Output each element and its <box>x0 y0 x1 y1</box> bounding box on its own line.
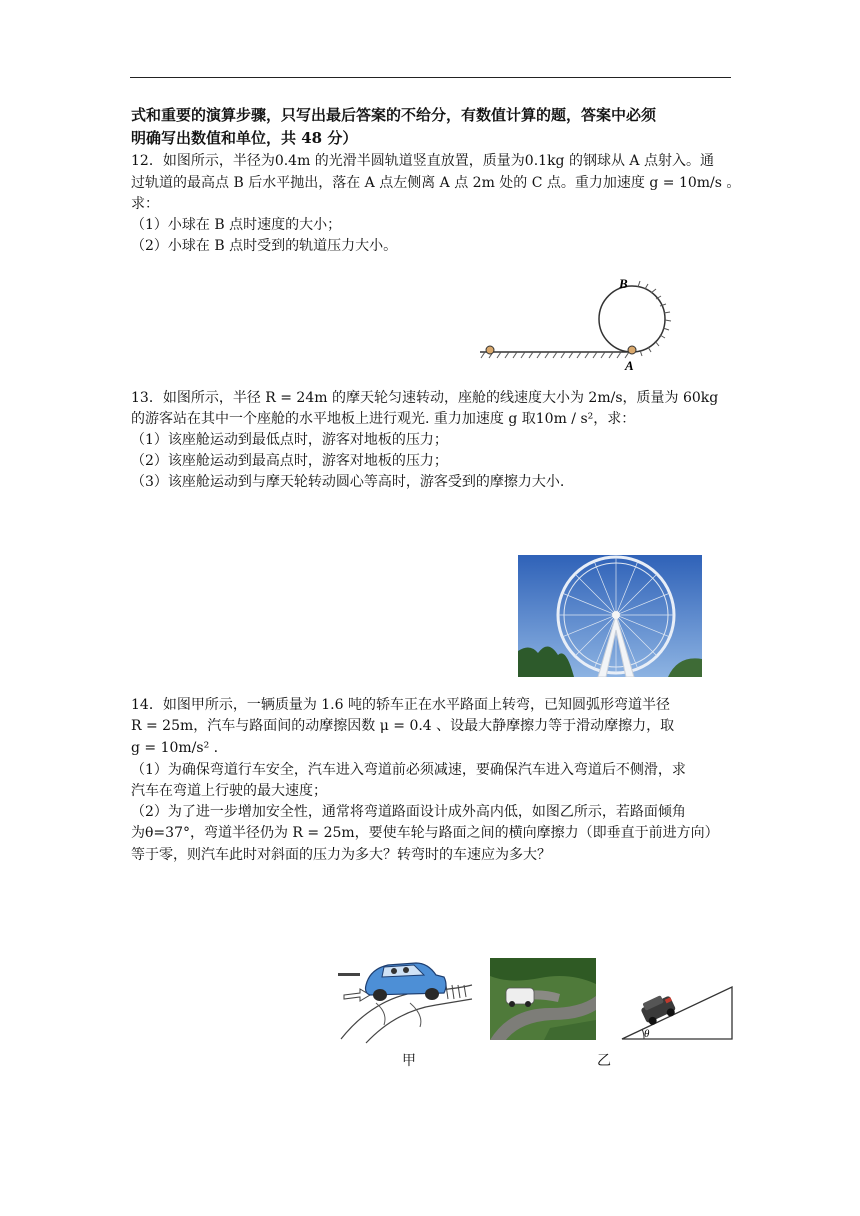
q14-sub-2b: 为θ=37°，弯道半径仍为 R = 25m，要使车轮与路面之间的横向摩擦力（即垂直于前进方向） <box>131 825 719 841</box>
q12-line-3: 求： <box>131 196 159 212</box>
q13-sub-1: （1）该座舱运动到最低点时，游客对地板的压力； <box>131 432 448 448</box>
q12-line-1: 12．如图所示，半径为0.4m 的光滑半圆轨道竖直放置，质量为0.1kg 的钢球从 A 点射入。通 <box>131 153 714 169</box>
header-rule <box>130 77 731 78</box>
skidding-car-illustration <box>336 955 476 1045</box>
q14-sub-1b: 汽车在弯道上行驶的最大速度； <box>131 783 327 799</box>
q13-sub-2: （2）该座舱运动到最高点时，游客对地板的压力； <box>131 453 448 469</box>
q14-sub-1a: （1）为确保弯道行车安全，汽车进入弯道前必须减速，要确保汽车进入弯道后不侧滑，求 <box>131 762 686 778</box>
q14-sub-2c: 等于零，则汽车此时对斜面的压力为多大？转弯时的车速应为多大？ <box>131 847 551 863</box>
semicircle-track-figure <box>475 268 695 378</box>
q13-line-1: 13．如图所示，半径 R = 24m 的摩天轮匀速转动，座舱的线速度大小为 2m/s，质量为 60kg <box>131 390 719 406</box>
label-A: A <box>625 358 634 373</box>
caption-jia: 甲 <box>402 1053 416 1069</box>
theta-label: θ <box>644 1028 650 1040</box>
instruction-line-1: 式和重要的演算步骤，只写出最后答案的不给分，有数值计算的题，答案中必须 <box>131 106 657 124</box>
q14-line-1: 14．如图甲所示，一辆质量为 1.6 吨的轿车正在水平路面上转弯，已知圆弧形弯道半径 <box>131 697 670 713</box>
inclined-plane-diagram <box>618 983 736 1041</box>
q13-line-2: 的游客站在其中一个座舱的水平地板上进行观光. 重力加速度 g 取10m / s²，求： <box>131 411 636 427</box>
q13-sub-3: （3）该座舱运动到与摩天轮转动圆心等高时，游客受到的摩擦力大小. <box>131 474 565 490</box>
q12-sub-1: （1）小球在 B 点时速度的大小； <box>131 217 342 233</box>
q12-sub-2: （2）小球在 B 点时受到的轨道压力大小。 <box>131 238 398 254</box>
q12-line-2: 过轨道的最高点 B 后水平抛出，落在 A 点左侧离 A 点 2m 处的 C 点。重力加速度 g = 10m/s 。 <box>131 175 741 191</box>
caption-yi: 乙 <box>597 1053 611 1069</box>
q14-line-3: g = 10m/s² . <box>131 740 219 756</box>
winding-road-photo <box>490 958 596 1040</box>
label-B: B <box>619 276 628 291</box>
instruction-line-2: 明确写出数值和单位，共 48 分） <box>131 129 358 147</box>
ferris-wheel-photo <box>518 555 702 677</box>
q14-line-2: R = 25m，汽车与路面间的动摩擦因数 μ = 0.4 、设最大静摩擦力等于滑动摩擦力，取 <box>131 718 675 734</box>
q14-sub-2a: （2）为了进一步增加安全性，通常将弯道路面设计成外高内低，如图乙所示，若路面倾角 <box>131 804 686 820</box>
